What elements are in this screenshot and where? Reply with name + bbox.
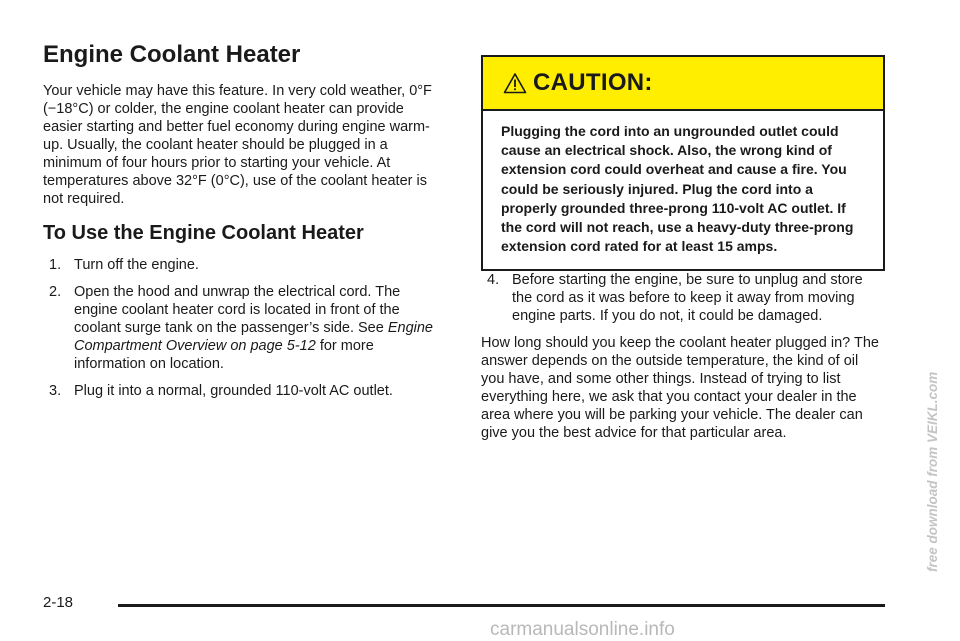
step-text-after: for more information on location. (74, 338, 374, 372)
list-item (481, 271, 885, 325)
step-text: Plug it into a normal, grounded 110-volt AC outlet. (74, 383, 393, 399)
caution-title: CAUTION: (533, 69, 653, 96)
step-number: 3. (49, 383, 62, 399)
step-number: 2. (49, 284, 62, 300)
caution-header (483, 57, 883, 111)
steps-list-continued (481, 271, 885, 325)
side-watermark: free download from VEIKL.com (925, 371, 940, 572)
footer-divider (118, 604, 885, 607)
step-number: 4. (487, 272, 500, 289)
list-item (43, 256, 443, 274)
step-text: Turn off the engine. (74, 257, 199, 273)
step-number: 1. (49, 257, 62, 273)
step-text: Before starting the engine, be sure to unplug and store the cord as it was before to keep it away from moving engine parts. If you do not, it could be damaged. (512, 272, 863, 325)
cross-reference-link[interactable]: Engine Compartment Overview on page 5-12 (74, 320, 433, 354)
step-text: Open the hood and unwrap the electrical cord. The engine coolant heater cord is located in front of the coolant surge tank on the passenger’s side. See (74, 284, 401, 336)
right-column (481, 55, 885, 442)
section-heading: To Use the Engine Coolant Heater (43, 222, 364, 244)
closing-paragraph: How long should you keep the coolant heater plugged in? The answer depends on the outside temperature, the kind of oil you have, and some other things. Instead of trying to list everything here, we ask that you contact your dealer in the area where you will be parking your vehicle. The dealer can give you the best advice for that particular area. (481, 335, 879, 442)
intro-paragraph: Your vehicle may have this feature. In very cold weather, 0°F (−18°C) or colder, the engine coolant heater can provide easier starting and better fuel economy during engine warm-up. Usually, the coolant heater should be plugged in a minimum of four hours prior to starting your vehicle. At temperatures above 32°F (0°C), use of the coolant heater is not required. (43, 83, 432, 207)
page-number: 2-18 (43, 594, 74, 611)
left-column (43, 40, 443, 409)
warning-triangle-icon (503, 72, 527, 94)
steps-list (43, 256, 443, 400)
list-item (43, 382, 443, 400)
caution-text: Plugging the cord into an ungrounded outlet could cause an electrical shock. Also, the wrong kind of extension cord could overheat and cause a fire. You could be seriously injured. Plug the cord into a properly grounded three-prong 110-volt AC outlet. If the cord will not reach, use a heavy-duty three-prong extension cord rated for at least 15 amps. (501, 123, 854, 255)
footer-watermark: carmanualsonline.info (490, 619, 675, 640)
caution-box (481, 55, 885, 271)
page-title: Engine Coolant Heater (43, 41, 301, 68)
list-item (43, 283, 443, 373)
